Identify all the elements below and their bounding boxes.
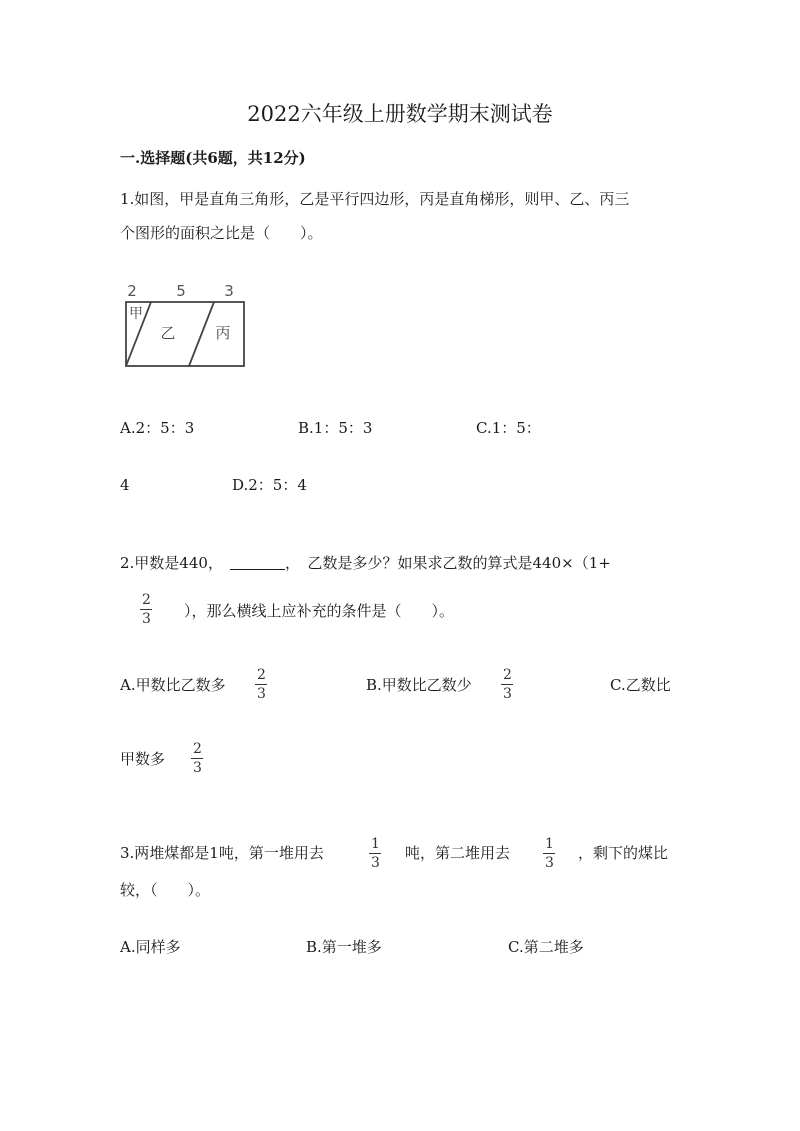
- q1-text-line1: 1.如图，甲是直角三角形，乙是平行四边形，丙是直角梯形，则甲、乙、丙三: [120, 190, 630, 208]
- fraction-numerator: 1: [545, 836, 554, 852]
- q2-text-line2: ），那么横线上应补充的条件是（ ）。: [184, 602, 455, 620]
- fraction-numerator: 2: [257, 667, 266, 683]
- fraction-denominator: 3: [257, 686, 266, 702]
- figure-region-yi: 乙: [160, 324, 176, 342]
- q2-option-a-fraction: [255, 667, 268, 702]
- q3-option-c[interactable]: C.第二堆多: [508, 938, 584, 956]
- q2-option-c[interactable]: C.乙数比: [610, 676, 671, 694]
- q3-text-part1: 3.两堆煤都是1吨，第一堆用去: [120, 844, 324, 862]
- q2-fraction: [140, 592, 153, 627]
- q1-option-c[interactable]: C.1：5：: [476, 419, 541, 437]
- fraction-bar: [501, 684, 513, 685]
- figure-region-jia: 甲: [129, 306, 143, 322]
- fraction-denominator: 3: [193, 760, 202, 776]
- q1-option-b[interactable]: B.1：5：3: [298, 419, 373, 437]
- q2-option-c-fraction: [191, 741, 204, 776]
- q3-text-line2: 较，（ ）。: [120, 881, 211, 899]
- fraction-bar: [543, 853, 555, 854]
- section-heading: 一.选择题(共6题，共12分): [120, 149, 306, 167]
- figure-label-3: 3: [224, 282, 234, 300]
- fraction-denominator: 3: [503, 686, 512, 702]
- q2-text-part2: ， 乙数是多少？如果求乙数的算式是440×（1+: [285, 554, 611, 572]
- figure-region-bing: 丙: [215, 324, 231, 342]
- q3-option-b[interactable]: B.第一堆多: [306, 938, 382, 956]
- fraction-numerator: 2: [503, 667, 512, 683]
- q2-text-part1: 2.甲数是440，: [120, 554, 223, 572]
- fraction-bar: [191, 758, 203, 759]
- q1-option-d[interactable]: D.2：5：4: [232, 476, 307, 494]
- q2-option-b-fraction: [501, 667, 514, 702]
- fraction-bar: [255, 684, 267, 685]
- page-title: 2022六年级上册数学期末测试卷: [247, 102, 553, 126]
- figure-divider-2: [189, 302, 214, 366]
- fraction-bar: [369, 853, 381, 854]
- q2-option-c-continued: 甲数多: [120, 750, 166, 768]
- figure-label-2: 2: [127, 282, 137, 300]
- fraction-numerator: 1: [371, 836, 380, 852]
- q2-answer-blank: [230, 550, 285, 570]
- q1-option-a[interactable]: A.2：5：3: [120, 419, 195, 437]
- q2-option-a[interactable]: A.甲数比乙数多: [120, 676, 226, 694]
- q3-text-part3: ，剩下的煤比: [578, 844, 669, 862]
- fraction-numerator: 2: [142, 592, 151, 608]
- q3-option-a[interactable]: A.同样多: [120, 938, 181, 956]
- q2-option-b[interactable]: B.甲数比乙数少: [366, 676, 472, 694]
- fraction-numerator: 2: [193, 741, 202, 757]
- q1-figure: [118, 280, 258, 375]
- fraction-bar: [140, 609, 152, 610]
- q3-fraction-2: [543, 836, 556, 871]
- q1-text-line2: 个图形的面积之比是（ ）。: [120, 224, 323, 242]
- fraction-denominator: 3: [142, 611, 151, 627]
- fraction-denominator: 3: [545, 855, 554, 871]
- q3-fraction-1: [369, 836, 382, 871]
- fraction-denominator: 3: [371, 855, 380, 871]
- figure-label-5: 5: [176, 282, 186, 300]
- q3-text-part2: 吨，第二堆用去: [405, 844, 511, 862]
- q1-option-c-continued: 4: [120, 476, 130, 494]
